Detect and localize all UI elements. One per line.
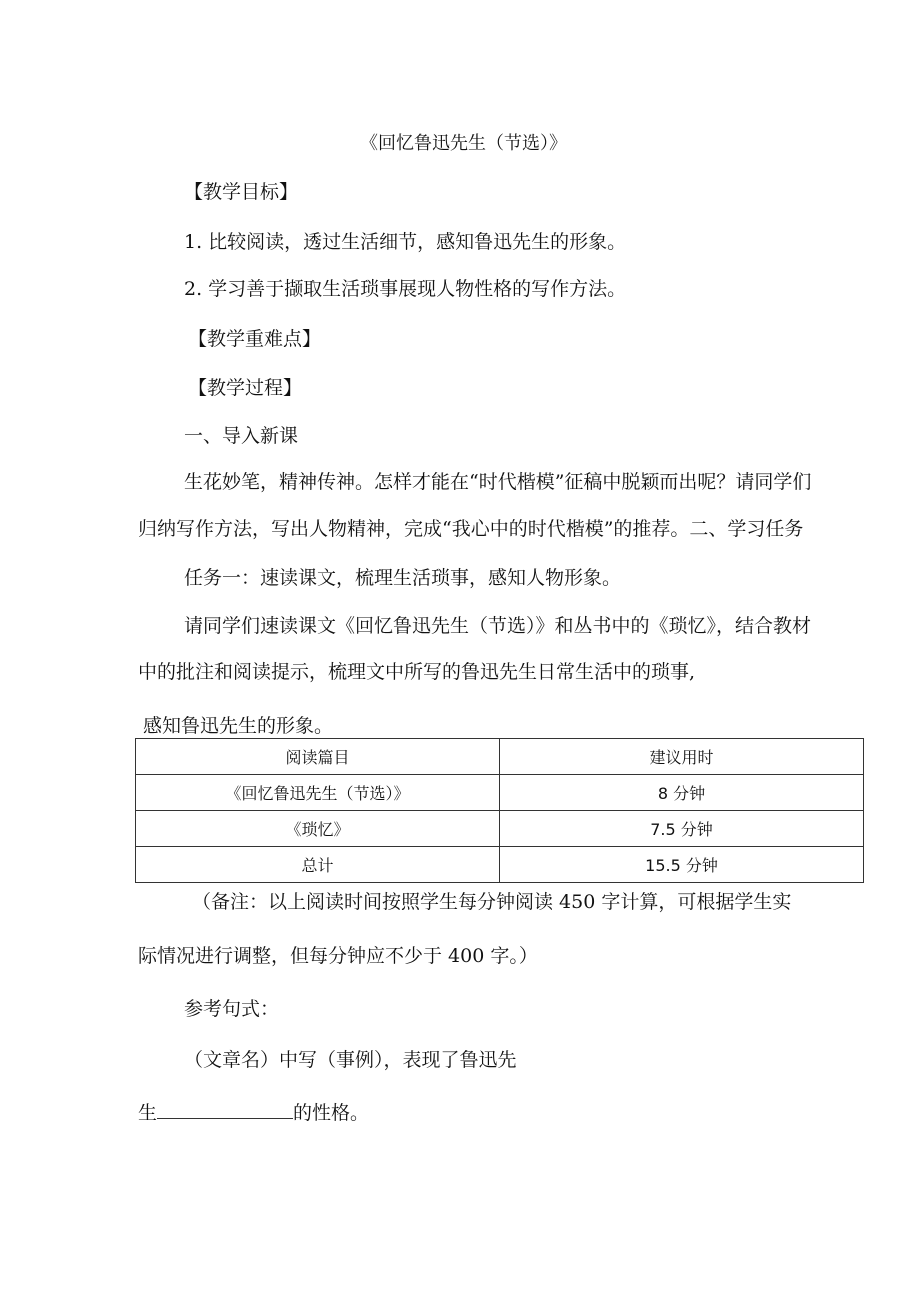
task-paragraph-line: 感知鲁迅先生的形象。: [143, 715, 334, 737]
objective-item: 2. 学习善于撷取生活琐事展现人物性格的写作方法。: [184, 278, 627, 300]
table-cell: 7.5 分钟: [500, 811, 864, 847]
table-cell: 15.5 分钟: [500, 847, 864, 883]
reference-prefix: 生: [138, 1102, 158, 1124]
process-heading: 【教学过程】: [188, 377, 303, 399]
task-paragraph-line: 请同学们速读课文《回忆鲁迅先生（节选）》和丛书中的《琐忆》，结合教材: [184, 615, 812, 637]
section-heading: 一、导入新课: [184, 425, 299, 447]
document-title: 《回忆鲁迅先生（节选）》: [360, 133, 567, 154]
reference-sentence-line: （文章名）中写（事例），表现了鲁迅先: [184, 1049, 517, 1071]
key-points-heading: 【教学重难点】: [188, 328, 322, 350]
table-cell: 《琐忆》: [136, 811, 500, 847]
table-cell: 《回忆鲁迅先生（节选）》: [136, 775, 500, 811]
table-header-row: [136, 739, 864, 775]
table-row: [136, 847, 864, 883]
task-heading: 任务一：速读课文，梳理生活琐事，感知人物形象。: [184, 567, 622, 589]
reference-heading: 参考句式：: [184, 998, 280, 1020]
intro-paragraph-line: 生花妙笔，精神传神。怎样才能在“时代楷模”征稿中脱颖而出呢？请同学们: [184, 471, 812, 493]
note-line: （备注：以上阅读时间按照学生每分钟阅读 450 字计算，可根据学生实: [192, 891, 792, 913]
table-row: [136, 811, 864, 847]
reading-time-table: [135, 738, 864, 883]
reference-suffix: 的性格。: [293, 1102, 370, 1124]
reference-sentence-line-2: [138, 1100, 369, 1125]
objectives-heading: 【教学目标】: [184, 181, 299, 203]
table-row: [136, 775, 864, 811]
intro-paragraph-line: 归纳写作方法，写出人物精神，完成“我心中的时代楷模”的推荐。二、学习任务: [138, 518, 804, 540]
table-header-cell: 建议用时: [500, 739, 864, 775]
objective-item: 1. 比较阅读，透过生活细节，感知鲁迅先生的形象。: [184, 231, 627, 253]
task-paragraph-line: 中的批注和阅读提示，梳理文中所写的鲁迅先生日常生活中的琐事,: [138, 661, 696, 683]
table-cell: 总计: [136, 847, 500, 883]
fill-in-blank: [157, 1100, 293, 1119]
note-line: 际情况进行调整，但每分钟应不少于 400 字。）: [138, 945, 538, 967]
table-header-cell: 阅读篇目: [136, 739, 500, 775]
table-cell: 8 分钟: [500, 775, 864, 811]
